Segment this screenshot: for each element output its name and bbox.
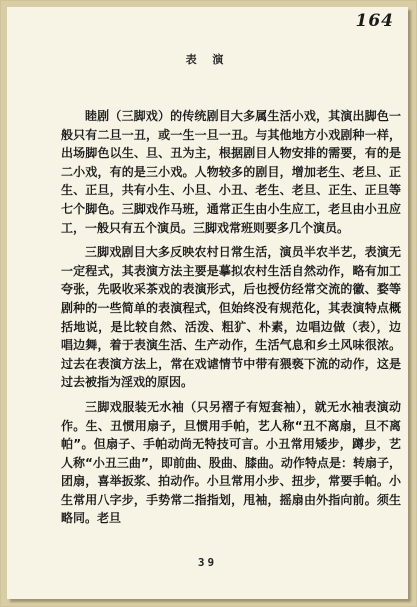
paragraph-1: 睦剧（三脚戏）的传统剧目大多属生活小戏，其演出脚色一般只有二旦一丑，或一生一旦一丑。与其他地方小戏剧种一样，出场脚色以生、旦、丑为主，根据剧目人物安排的需要，有的是二小戏，有的是三小戏。人物较多的剧目，增加老生、老旦、正生、正旦，共有小生、小旦、小丑、老生、老旦、正生、正旦等七个脚色。三脚戏作马班，通常正生由小生应工，老旦由小丑应工，一般只有五个演员。三脚戏常班则要多几个演员。: [61, 109, 401, 235]
folio-number: 39: [197, 556, 218, 569]
body-text: [61, 107, 401, 534]
document-page: [7, 7, 408, 599]
paragraph-3: 三脚戏服装无水袖（只另褶子有短套袖），就无水袖表演动作。生、丑惯用扇子，旦惯用手帕，艺人称“丑不离扇，旦不离帕”。但扇子、手帕动尚无特技可言。小丑常用矮步，蹲步，艺人称“小丑三曲”，即前曲、股曲、膝曲。动作特点是：转扇子，团扇，喜举扳浆、拍动作。小旦常用小步、扭步，常要手帕。小生常用八字步，手势常二指指划，甩袖，摇扇由外指向前。须生略同。老旦: [61, 399, 401, 526]
section-title: 表 演: [185, 53, 230, 66]
paragraph-2: 三脚戏剧目大多反映农村日常生活，演员半农半艺，表演无一定程式，其表演方法主要是摹拟农村生活自然动作，略有加工夸张，先吸收采茶戏的表演形式，后也授仿经常交流的徽、婺等剧种的一些简单的表演程式，但始终没有规范化，其表演特点概括地说，是比较自然、活泼、粗犷、朴素，边唱边做（表），边唱边舞，着于表演生活、生产动作，生活气息和乡土风味很浓。过去在表演方法上，常在戏谑情节中带有猥亵下流的动作，这是过去被指为淫戏的原因。: [61, 245, 401, 390]
page-number: 164: [355, 11, 394, 31]
